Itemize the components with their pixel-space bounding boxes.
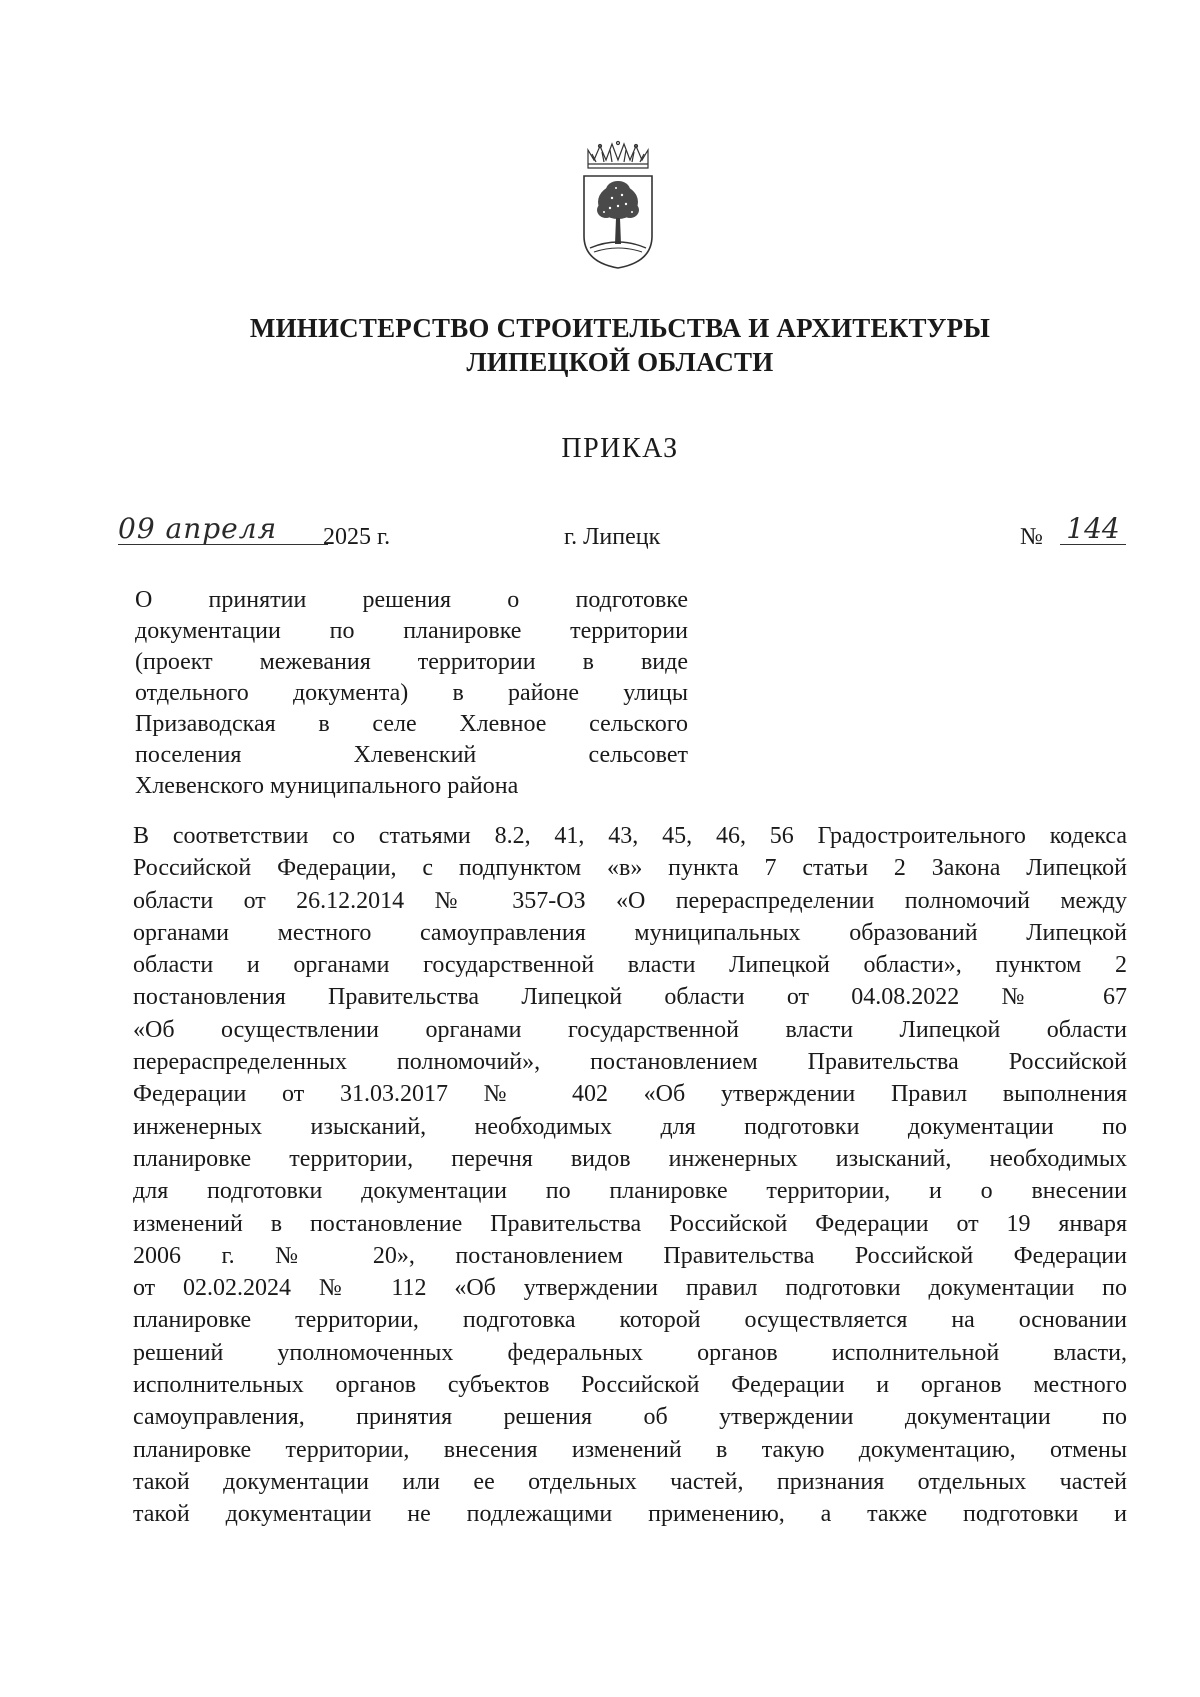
subject-line: отдельного документа) в районе улицы	[135, 680, 688, 706]
order-subject	[135, 585, 688, 802]
body-line: инженерных изысканий, необходимых для подготовки документации по	[133, 1113, 1127, 1140]
body-line: решений уполномоченных федеральных органов исполнительной власти,	[133, 1339, 1127, 1366]
body-line: планировке территории, подготовка которой осуществляется на основании	[133, 1307, 1127, 1334]
body-line: области и органами государственной власти Липецкой области», пунктом 2	[133, 952, 1127, 979]
body-line: перераспределенных полномочий», постановлением Правительства Российской	[133, 1049, 1127, 1076]
ministry-name-line-1: МИНИСТЕРСТВО СТРОИТЕЛЬСТВА И АРХИТЕКТУРЫ	[249, 313, 991, 343]
body-line: самоуправления, принятия решения об утверждении документации по	[133, 1404, 1127, 1431]
body-line: В соответствии со статьями 8.2, 41, 43, 45, 46, 56 Градостроительного кодекса	[133, 823, 1127, 849]
body-line: исполнительных органов субъектов Российской Федерации и органов местного	[133, 1372, 1127, 1399]
handwritten-date: 09 апреля	[118, 512, 328, 545]
body-line: от 02.02.2024 № 112 «Об утверждении правил подготовки документации по	[133, 1275, 1127, 1302]
subject-line: О принятии решения о подготовке	[135, 587, 688, 613]
body-line: Российской Федерации, с подпунктом «в» пункта 7 статьи 2 Закона Липецкой	[133, 855, 1127, 882]
date-year: 2025 г.	[323, 524, 391, 550]
body-line: такой документации не подлежащими применению, а также подготовки и	[133, 1501, 1127, 1528]
subject-line: Призаводская в селе Хлевное сельского	[135, 711, 688, 737]
body-line: постановления Правительства Липецкой области от 04.08.2022 № 67	[133, 984, 1127, 1011]
body-line: планировке территории, внесения изменений в такую документацию, отмены	[133, 1436, 1127, 1463]
order-body-text	[133, 820, 1127, 1531]
ministry-name-line-2: ЛИПЕЦКОЙ ОБЛАСТИ	[466, 347, 774, 377]
body-line: области от 26.12.2014 № 357-ОЗ «О перераспределении полномочий между	[133, 887, 1127, 914]
handwritten-number: 144	[1060, 512, 1126, 545]
city-name: г. Липецк	[564, 524, 661, 550]
document-title: ПРИКАЗ	[561, 433, 679, 464]
body-line: Федерации от 31.03.2017 № 402 «Об утверждении Правил выполнения	[133, 1081, 1127, 1108]
body-line: такой документации или ее отдельных частей, признания отдельных частей	[133, 1468, 1127, 1495]
body-line: «Об осуществлении органами государственной власти Липецкой области	[133, 1016, 1127, 1043]
body-line: для подготовки документации по планировке территории, и о внесении	[133, 1178, 1127, 1205]
number-label: №	[1020, 524, 1043, 550]
subject-line: (проект межевания территории в виде	[135, 649, 688, 675]
body-line: изменений в постановление Правительства Российской Федерации от 19 января	[133, 1210, 1127, 1237]
coat-of-arms-emblem	[580, 140, 656, 272]
subject-line: поселения Хлевенский сельсовет	[135, 742, 688, 768]
subject-line: Хлевенского муниципального района	[135, 773, 519, 799]
subject-line: документации по планировке территории	[135, 618, 688, 644]
body-line: органами местного самоуправления муниципальных образований Липецкой	[133, 919, 1127, 946]
body-line: планировке территории, перечня видов инженерных изысканий, необходимых	[133, 1145, 1127, 1172]
body-line: 2006 г. № 20», постановлением Правительства Российской Федерации	[133, 1242, 1127, 1269]
